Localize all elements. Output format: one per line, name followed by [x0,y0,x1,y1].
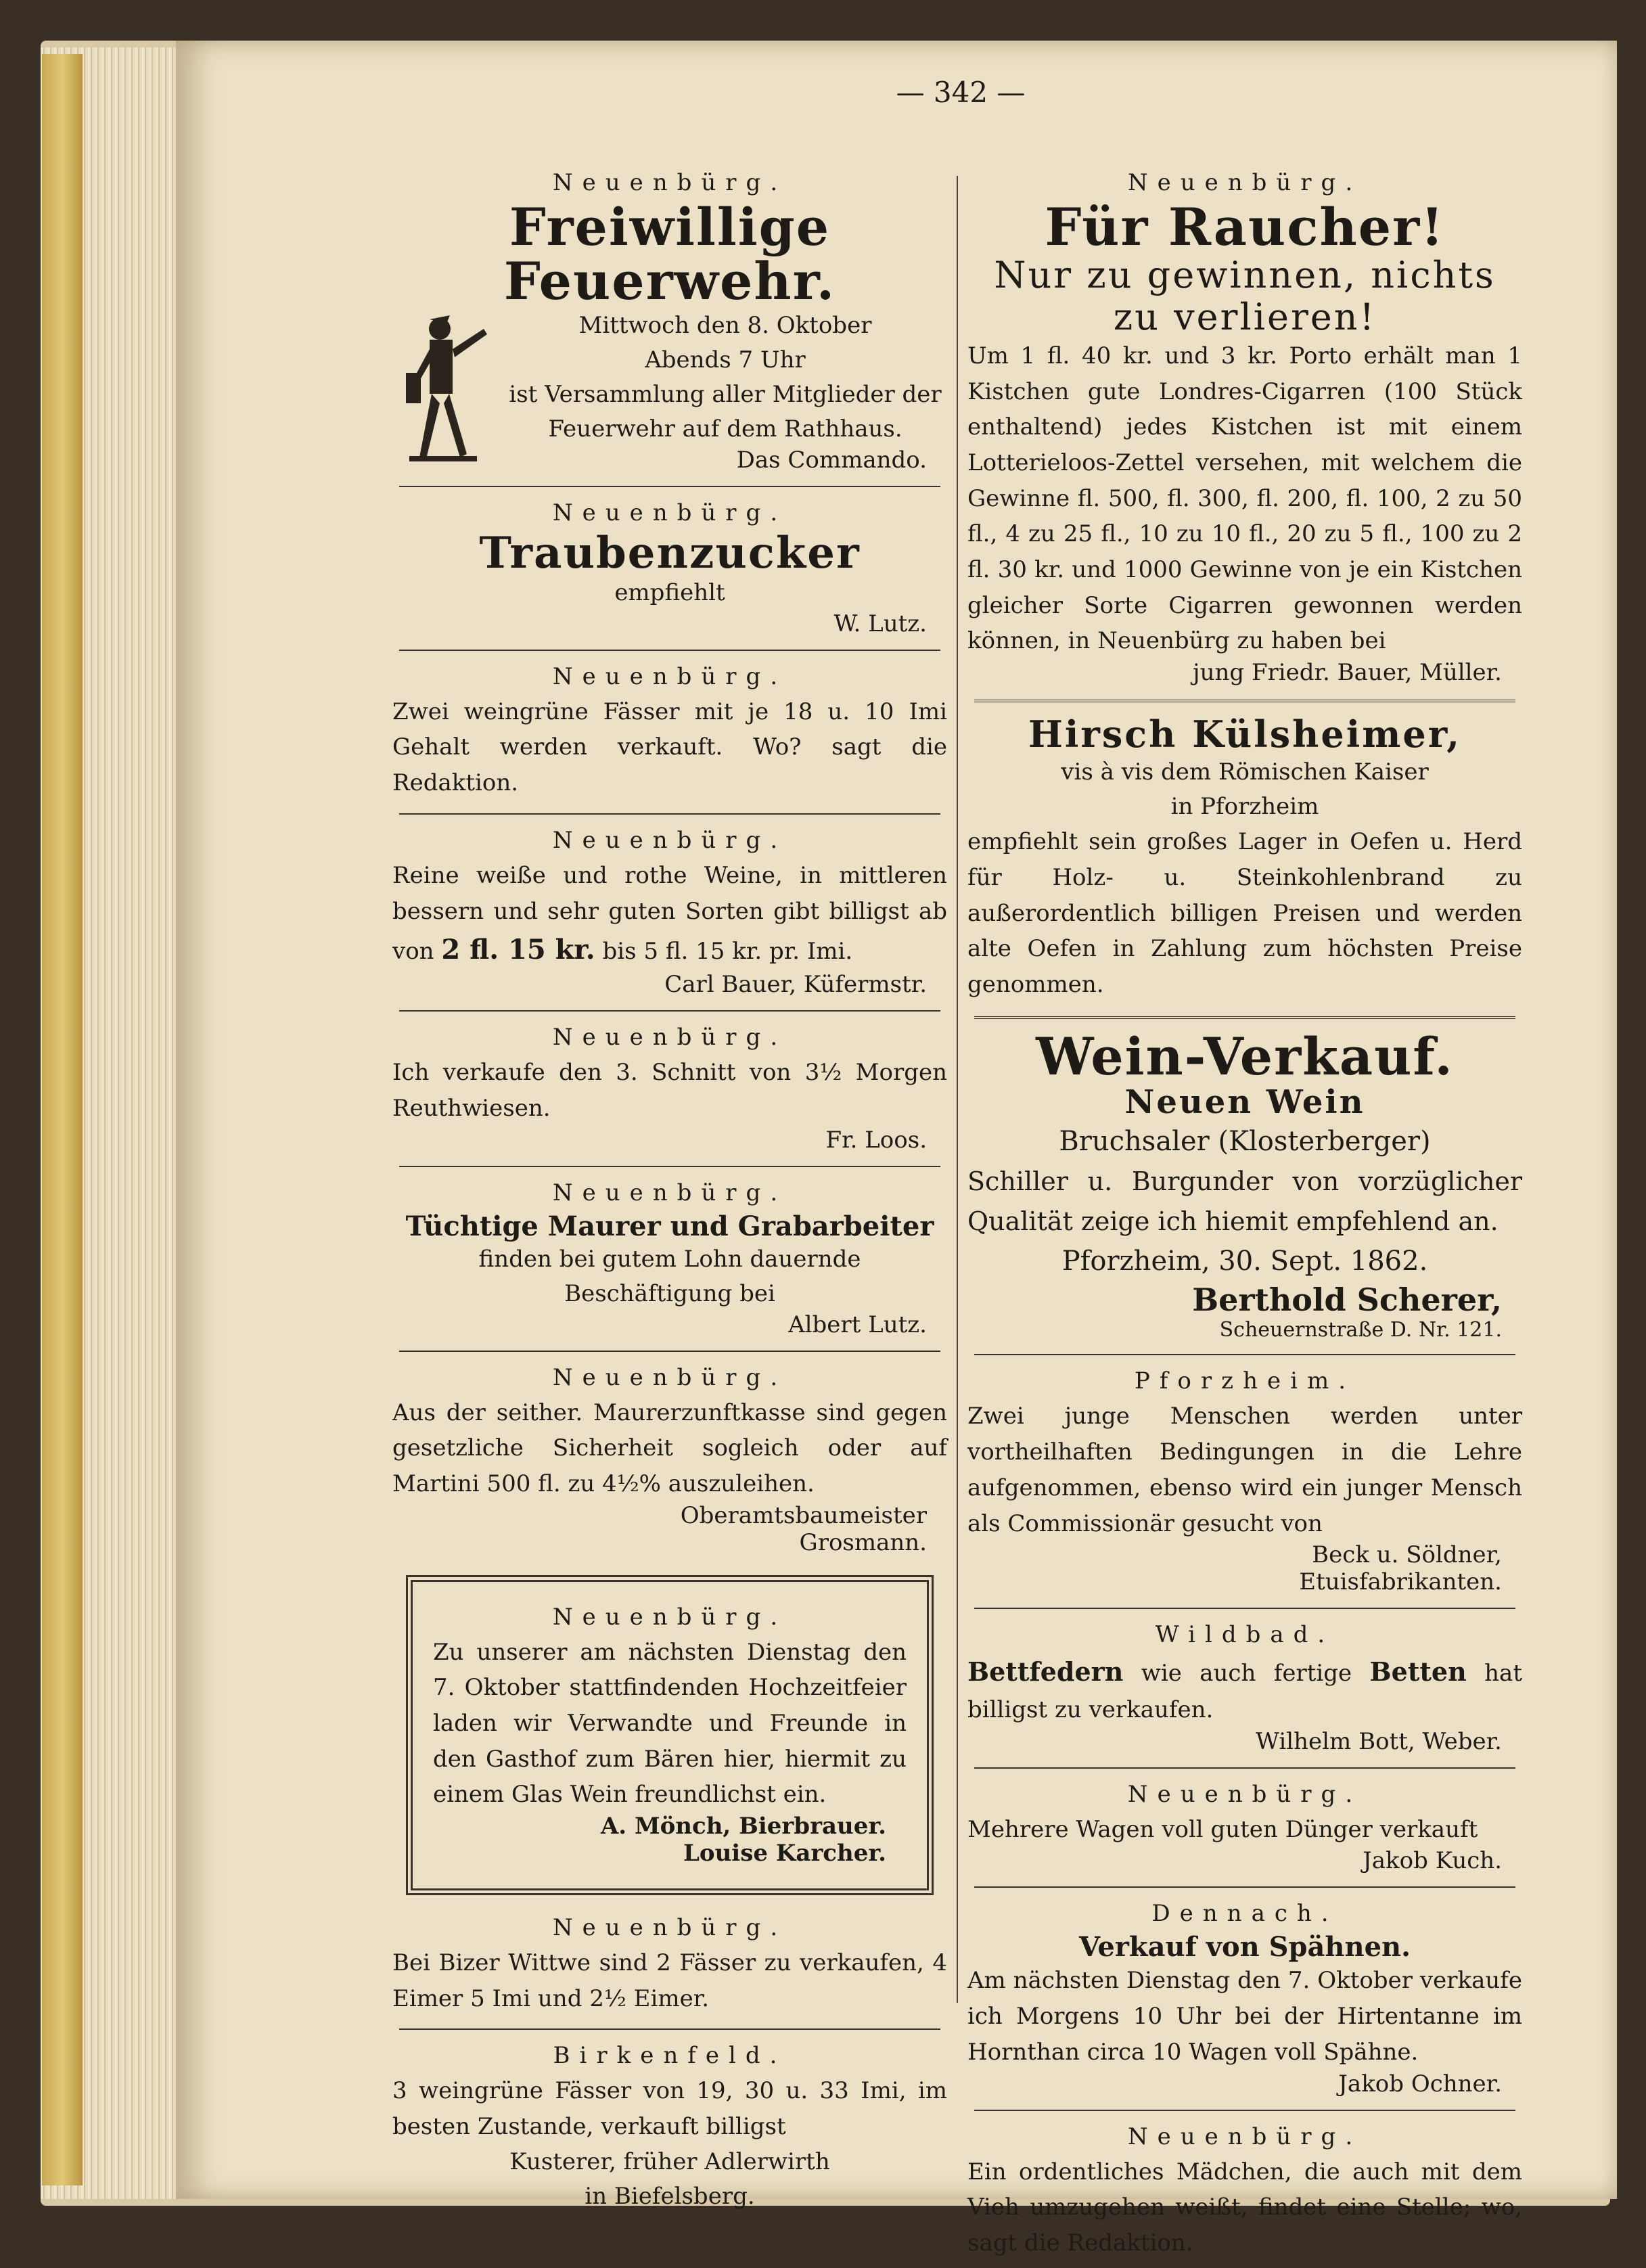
ad-line: Feuerwehr auf dem Rathhaus. [548,415,902,443]
ad-place: Neuenbürg. [552,1024,787,1051]
divider [974,700,1515,702]
ad-zunftkasse [392,1357,947,1563]
ad-text: Ein ordentliches Mädchen, die auch mit dem Vieh umzugehen weißt, findet eine Stelle; wo, sagt die Redaktion. [967,2158,1522,2256]
ad-text: 3 weingrüne Fässer von 19, 30 u. 33 Imi, im besten Zustande, verkauft billigst [392,2077,947,2141]
ad-signature: Wilhelm Bott, Weber. [1256,1727,1502,1755]
ad-text: Mehrere Wagen voll guten Dünger verkauft [967,1815,1478,1843]
ad-raucher [967,162,1522,693]
fireman-illustration [392,309,494,471]
ad-text: Um 1 fl. 40 kr. und 3 kr. Porto erhält man 1 Kistchen gute Londres-Cigarren (100 Stück enthaltend) jedes Kistchen ist mit einem Lotterieloos-Zettel versehen, mit welchem die Gewinne fl. 500, fl. 300, fl. 200, fl. 100, 2 zu 50 fl., 4 zu 25 fl., 10 zu 10 fl., 20 zu 5 fl., 100 zu 2 fl. 30 kr. und 1000 Gewinne von je ein Kistchen gleicher Sorte Cigarren gewonnen werden können, in Neuenbürg zu haben bei [967,342,1522,655]
ad-title: Tüchtige Maurer und Grabarbeiter [405,1210,934,1242]
ad-wiesen [392,1017,947,1160]
ad-signature: Etuisfabrikanten. [1299,1568,1502,1596]
ad-text: Zwei weingrüne Fässer mit je 18 u. 10 Imi Gehalt werden verkauft. Wo? sagt die Redaktion. [392,698,947,797]
ad-bettfedern [967,1614,1522,1762]
ad-line: Mittwoch den 8. Oktober [578,311,872,339]
divider [399,1010,940,1012]
ad-line: in Pforzheim [1170,793,1319,821]
divider [974,1886,1515,1888]
divider [974,1354,1515,1355]
ad-title: Hirsch Külsheimer, [1028,712,1462,756]
ad-text: Aus der seither. Maurerzunftkasse sind gegen gesetzliche Sicherheit sogleich oder auf Martini 500 fl. zu 4½% auszuleihen. [392,1399,947,1497]
ad-faesser [392,656,947,808]
ad-title: Wein-Verkauf. [1036,1026,1454,1087]
divider [399,2028,940,2030]
ad-line: empfiehlt [614,579,725,606]
ad-line: ist Versammlung aller Mitglieder der [509,380,942,408]
ad-subtitle: Neuen Wein [1124,1083,1365,1121]
page-number: — 342 — [896,76,1026,109]
ad-kuelsheimer [967,709,1522,1010]
ad-place: Neuenbürg. [1127,169,1363,196]
ad-text: Am nächsten Dienstag den 7. Oktober verkaufe ich Morgens 10 Uhr bei der Hirtentanne im Hornthan circa 10 Wagen voll Spähne. [967,1967,1522,2066]
ad-text: finden bei gutem Lohn dauernde Beschäftigung bei [478,1245,861,1307]
ad-text-post: hat billigst zu verkaufen. [967,1660,1522,1724]
ad-weinverkauf [967,1026,1522,1349]
ad-maedchen [967,2116,1522,2268]
ad-place: Neuenbürg. [552,662,787,690]
ad-signature: jung Friedr. Bauer, Müller. [1193,659,1502,687]
ad-subtitle: Nur zu gewinnen, nichts zu verlieren! [994,253,1496,338]
ad-signature: A. Mönch, Bierbrauer. [600,1813,886,1840]
ad-feuerwehr [392,162,947,480]
ad-place: Wildbad. [1155,1621,1335,1649]
ad-place: Neuenbürg. [552,1363,787,1391]
ad-text-mid: wie auch fertige [1141,1660,1352,1687]
ad-place: Dennach. [1151,1900,1338,1928]
divider [399,1351,940,1352]
ad-text: Zwei junge Menschen werden unter vortheilhaften Bedingungen in die Lehre aufgenommen, ebenso wird ein junger Mensch als Commissionär gesucht von [967,1403,1522,1537]
column-divider [957,176,958,2003]
divider [399,813,940,815]
ad-text-pre: Reine weiße und rothe Weine, in mittleren bessern und sehr guten Sorten gibt billigst ab von [392,861,947,966]
ad-line: Pforzheim, 30. Sept. 1862. [1061,1246,1428,1277]
divider [399,1166,940,1167]
ad-line: Abends 7 Uhr [645,346,806,373]
ad-title: Verkauf von Spähnen. [1078,1931,1411,1964]
ad-maurer [392,1173,947,1345]
ad-hochzeit [433,1597,907,1874]
ad-signature: Jakob Kuch. [1363,1847,1502,1875]
divider [399,486,940,487]
ad-place: Neuenbürg. [552,1179,787,1206]
ad-text [967,1652,1522,1728]
ad-signature: in Biefelsberg. [585,2182,755,2210]
ad-text: empfiehlt sein großes Lager in Oefen u. Herd für Holz- u. Steinkohlenbrand zu außerordentlich billigen Preisen und werden alte Oefen in Zahlung zum höchsten Preise genommen. [967,828,1522,999]
ad-title: Freiwillige Feuerwehr. [503,197,836,311]
ad-place: Neuenbürg. [552,1914,787,1942]
divider [399,650,940,651]
ad-weine [392,820,947,1005]
ad-price: 2 fl. 15 kr. [441,934,595,966]
ad-text [392,858,947,971]
ad-place: Neuenbürg. [552,499,787,526]
ad-place: Neuenbürg. [1127,1780,1363,1808]
ad-bizer [392,1907,947,2023]
ad-lehre [967,1361,1522,1602]
ad-line: vis à vis dem Römischen Kaiser [1061,758,1429,786]
ad-bold-word: Betten [1369,1656,1467,1687]
ad-title: Für Raucher! [1045,197,1445,257]
ad-signature: Kusterer, früher Adlerwirth [509,2148,830,2175]
ad-duenger [967,1774,1522,1882]
ad-signature: W. Lutz. [833,610,927,637]
book-spine [42,54,83,2185]
ad-signature: Albert Lutz. [788,1311,927,1338]
ad-place: Neuenbürg. [552,169,787,196]
divider [974,1608,1515,1609]
ad-address: Scheuernstraße D. Nr. 121. [1219,1318,1502,1342]
ad-spaehne [967,1893,1522,2104]
ad-line: Bruchsaler (Klosterberger) [1059,1125,1431,1157]
ad-signature: Fr. Loos. [825,1126,927,1154]
ad-signature: Oberamtsbaumeister [680,1501,927,1529]
ad-signature: Jakob Ochner. [1338,2070,1502,2097]
right-column [967,162,1522,2268]
ad-text: Bei Bizer Wittwe sind 2 Fässer zu verkaufen, 4 Eimer 5 Imi und 2½ Eimer. [392,1949,947,2012]
ad-title: Traubenzucker [479,527,861,579]
ad-text: Ich verkaufe den 3. Schnitt von 3½ Morgen Reuthwiesen. [392,1059,947,1122]
ad-place: Neuenbürg. [552,826,787,854]
ad-text: Schiller u. Burgunder von vorzüglicher Qualität zeige ich hiemit empfehlend an. [967,1166,1522,1236]
ad-signature: Beck u. Söldner, [1312,1541,1502,1569]
ad-place: Neuenbürg. [1127,2123,1363,2150]
ad-body [392,309,947,474]
ad-signature: Grosmann. [799,1528,927,1556]
ad-signature: Carl Bauer, Küfermstr. [664,971,927,999]
divider [974,1767,1515,1769]
ad-place: Neuenbürg. [552,1603,787,1631]
ad-signature: Berthold Scherer, [1192,1282,1502,1319]
divider [974,2110,1515,2111]
ad-signature: Das Commando. [736,446,927,474]
ad-bold-word: Bettfedern [967,1656,1124,1687]
ad-place: Birkenfeld. [553,2042,787,2070]
ad-hochzeit-frame [406,1575,934,1895]
ad-text-post: bis 5 fl. 15 kr. pr. Imi. [602,938,853,966]
ad-traubenzucker [392,493,947,644]
left-column [392,162,947,2221]
divider [974,1016,1515,1019]
ad-text: Zu unserer am nächsten Dienstag den 7. Oktober stattfindenden Hochzeitfeier laden wir Verwandte und Freunde in den Gasthof zum Bären hier, hiermit zu einem Glas Wein freundlichst ein. [433,1638,907,1809]
ad-birkenfeld [392,2035,947,2220]
ad-signature: Louise Karcher. [683,1840,886,1867]
ad-place: Pforzheim. [1134,1367,1356,1395]
